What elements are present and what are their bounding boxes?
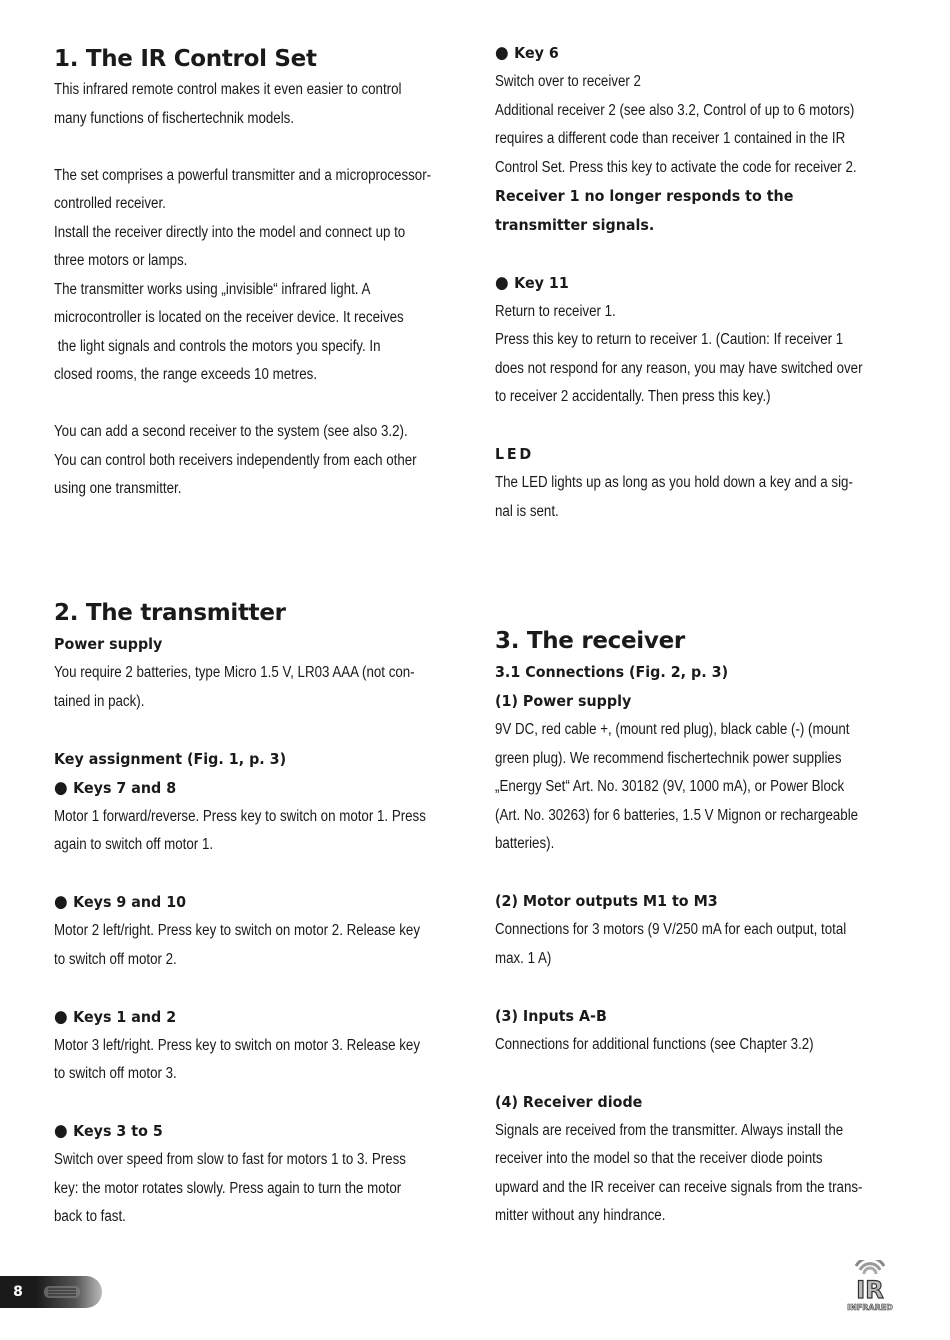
heading-power-supply: Power supply bbox=[54, 635, 163, 653]
text-line: to switch off motor 3. bbox=[54, 1065, 177, 1082]
text-line: The LED lights up as long as you hold down a key and a sig- bbox=[495, 474, 853, 491]
warning-text: transmitter signals. bbox=[495, 216, 655, 234]
text-line: 9V DC, red cable +, (mount red plug), black cable (-) (mount bbox=[495, 721, 850, 738]
right-column-bottom bbox=[495, 626, 950, 1231]
text-line: green plug). We recommend fischertechnik power supplies bbox=[495, 749, 842, 767]
text-line: using one transmitter. bbox=[54, 480, 182, 497]
text-line: Return to receiver 1. bbox=[495, 302, 616, 320]
text-line: You can control both receivers independently from each other bbox=[54, 451, 417, 469]
text-line: Control Set. Press this key to activate the code for receiver 2. bbox=[495, 158, 857, 176]
text-line: batteries). bbox=[495, 835, 555, 852]
heading-inputs: (3) Inputs A-B bbox=[495, 1006, 607, 1025]
text-line: Motor 2 left/right. Press key to switch on motor 2. Release key bbox=[54, 922, 420, 939]
text-line: mitter without any hindrance. bbox=[495, 1207, 666, 1224]
text-line: max. 1 A) bbox=[495, 949, 552, 967]
heading-keys-3-5: ● Keys 3 to 5 bbox=[54, 1117, 486, 1146]
left-column-bottom bbox=[54, 598, 524, 1232]
heading-led: LED bbox=[495, 445, 534, 463]
text-line: This infrared remote control makes it even easier to control bbox=[54, 81, 402, 98]
text-line: nal is sent. bbox=[495, 502, 559, 520]
heading-keys-1-2: ● Keys 1 and 2 bbox=[54, 1003, 486, 1032]
text-line: requires a different code than receiver 1 contained in the IR bbox=[495, 130, 846, 147]
text-line: key: the motor rotates slowly. Press again to turn the motor bbox=[54, 1179, 402, 1197]
text-line: tained in pack). bbox=[54, 692, 145, 710]
heading-key-11: ● Key 11 bbox=[495, 269, 927, 298]
section-title-ir-control-set: 1. The IR Control Set bbox=[54, 46, 317, 72]
paragraph-second-receiver bbox=[54, 418, 524, 504]
text-line: Connections for 3 motors (9 V/250 mA for each output, total bbox=[495, 921, 847, 938]
text-line: „Energy Set“ Art. No. 30182 (9V, 1000 mA), or Power Block bbox=[495, 778, 845, 795]
left-column-top bbox=[54, 44, 524, 504]
section-title-transmitter: 2. The transmitter bbox=[54, 600, 286, 626]
heading-power-supply-receiver: (1) Power supply bbox=[495, 692, 632, 710]
text-line: to switch off motor 2. bbox=[54, 950, 177, 968]
heading-connections: 3.1 Connections (Fig. 2, p. 3) bbox=[495, 663, 729, 681]
text-line: (Art. No. 30263) for 6 batteries, 1.5 V Mignon or rechargeable bbox=[495, 806, 859, 824]
page-number: 8 bbox=[0, 1276, 36, 1308]
right-column-top bbox=[495, 39, 950, 526]
logo-text: IR bbox=[856, 1276, 884, 1304]
text-line: Signals are received from the transmitter. Always install the bbox=[495, 1121, 844, 1139]
text-line: Additional receiver 2 (see also 3.2, Control of up to 6 motors) bbox=[495, 101, 855, 119]
paragraph-intro bbox=[54, 76, 524, 133]
section-title-receiver: 3. The receiver bbox=[495, 628, 685, 654]
ir-infrared-logo bbox=[838, 1260, 902, 1312]
heading-receiver-diode: (4) Receiver diode bbox=[495, 1092, 643, 1111]
heading-key-assignment: Key assignment (Fig. 1, p. 3) bbox=[54, 749, 287, 768]
text-line: Motor 3 left/right. Press key to switch on motor 3. Release key bbox=[54, 1036, 420, 1054]
heading-keys-9-10: ● Keys 9 and 10 bbox=[54, 888, 486, 917]
text-line: back to fast. bbox=[54, 1208, 126, 1225]
text-line: You require 2 batteries, type Micro 1.5 V, LR03 AAA (not con- bbox=[54, 664, 415, 681]
text-line: Press this key to return to receiver 1. (Caution: If receiver 1 bbox=[495, 331, 844, 348]
heading-motor-outputs: (2) Motor outputs M1 to M3 bbox=[495, 892, 718, 910]
text-line: to receiver 2 accidentally. Then press this key.) bbox=[495, 388, 771, 405]
text-line: Switch over to receiver 2 bbox=[495, 73, 641, 90]
text-line: Connections for additional functions (see Chapter 3.2) bbox=[495, 1035, 814, 1053]
text-line: three motors or lamps. bbox=[54, 252, 188, 269]
text-line: receiver into the model so that the receiver diode points bbox=[495, 1150, 823, 1167]
logo-subtext: INFRARED bbox=[847, 1303, 893, 1312]
text-line: closed rooms, the range exceeds 10 metres. bbox=[54, 366, 318, 383]
text-line: many functions of fischertechnik models. bbox=[54, 109, 295, 127]
text-line: The transmitter works using „invisible“ infrared light. A bbox=[54, 280, 371, 298]
text-line: the light signals and controls the motors you specify. In bbox=[54, 337, 381, 355]
heading-keys-7-8: ● Keys 7 and 8 bbox=[54, 774, 486, 803]
footer-remote-graphic bbox=[36, 1276, 102, 1308]
text-line: does not respond for any reason, you may have switched over bbox=[495, 359, 863, 377]
text-line: upward and the IR receiver can receive signals from the trans- bbox=[495, 1178, 863, 1196]
text-line: Switch over speed from slow to fast for motors 1 to 3. Press bbox=[54, 1151, 406, 1168]
warning-text: Receiver 1 no longer responds to the bbox=[495, 187, 794, 205]
text-line: controlled receiver. bbox=[54, 195, 166, 212]
text-line: microcontroller is located on the receiver device. It receives bbox=[54, 309, 404, 326]
text-line: Motor 1 forward/reverse. Press key to switch on motor 1. Press bbox=[54, 807, 426, 825]
heading-key-6: ● Key 6 bbox=[495, 39, 927, 68]
text-line: You can add a second receiver to the system (see also 3.2). bbox=[54, 423, 408, 440]
text-line: Install the receiver directly into the model and connect up to bbox=[54, 223, 406, 241]
paragraph-components bbox=[54, 162, 524, 390]
text-line: again to switch off motor 1. bbox=[54, 836, 214, 853]
text-line: The set comprises a powerful transmitter and a microprocessor- bbox=[54, 166, 432, 184]
